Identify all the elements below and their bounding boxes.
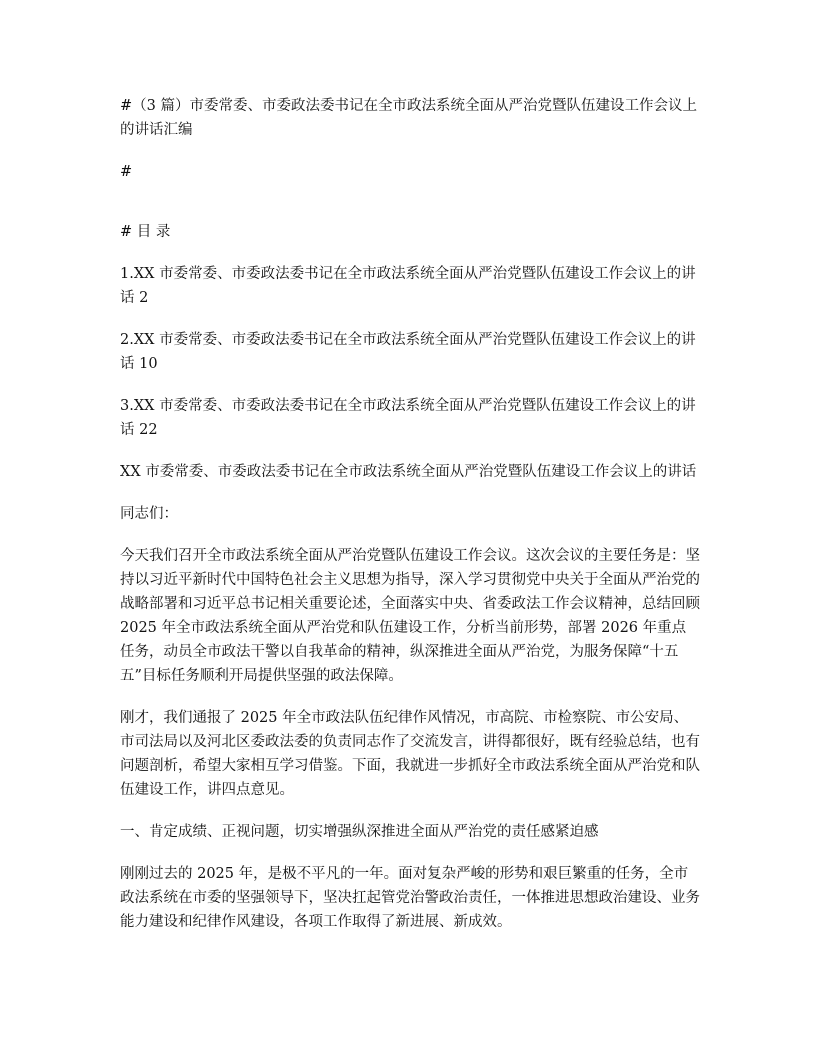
section-heading: 一、肯定成绩、正视问题，切实增强纵深推进全面从严治党的责任感紧迫感 bbox=[120, 824, 599, 840]
hash-marker: # bbox=[120, 164, 133, 180]
blank-spacer bbox=[120, 202, 700, 220]
toc-item: 1.XX 市委常委、市委政法委书记在全市政法系统全面从严治党暨队伍建设工作会议上的讲话 2 bbox=[120, 266, 696, 306]
document-title: #（3 篇）市委常委、市委政法委书记在全市政法系统全面从严治党暨队伍建设工作会议上的讲话汇编 bbox=[120, 98, 697, 138]
speech-title: XX 市委常委、市委政法委书记在全市政法系统全面从严治党暨队伍建设工作会议上的讲话 bbox=[120, 464, 697, 480]
toc-item: 2.XX 市委常委、市委政法委书记在全市政法系统全面从严治党暨队伍建设工作会议上的讲话 10 bbox=[120, 332, 696, 372]
document-body bbox=[120, 94, 700, 952]
body-paragraph: 刚刚过去的 2025 年，是极不平凡的一年。面对复杂严峻的形势和艰巨繁重的任务，全市政法系统在市委的坚强领导下，坚决扛起管党治警政治责任，一体推进思想政治建设、业务能力建设和纪律作风建设，各项工作取得了新进展、新成效。 bbox=[120, 866, 700, 930]
body-paragraph: 刚才，我们通报了 2025 年全市政法队伍纪律作风情况，市高院、市检察院、市公安局、市司法局以及河北区委政法委的负责同志作了交流发言，讲得都很好，既有经验总结，也有问题剖析，希望大家相互学习借鉴。下面，我就进一步抓好全市政法系统全面从严治党和队伍建设工作，讲四点意见。 bbox=[120, 710, 700, 798]
toc-item: 3.XX 市委常委、市委政法委书记在全市政法系统全面从严治党暨队伍建设工作会议上的讲话 22 bbox=[120, 398, 696, 438]
body-paragraph: 今天我们召开全市政法系统全面从严治党暨队伍建设工作会议。这次会议的主要任务是：坚持以习近平新时代中国特色社会主义思想为指导，深入学习贯彻党中央关于全面从严治党的战略部署和习近平总书记相关重要论述，全面落实中央、省委政法工作会议精神，总结回顾 2025 年全市政法系统全面从严治党和队伍建设工作，分析当前形势，部署 2026 年重点任务，动员全市政法干警以自我革命的精神，纵深推进全面从严治党，为服务保障“十五五”目标任务顺利开局提供坚强的政法保障。 bbox=[120, 548, 700, 684]
salutation: 同志们： bbox=[120, 506, 178, 522]
toc-heading: # 目 录 bbox=[120, 224, 171, 240]
